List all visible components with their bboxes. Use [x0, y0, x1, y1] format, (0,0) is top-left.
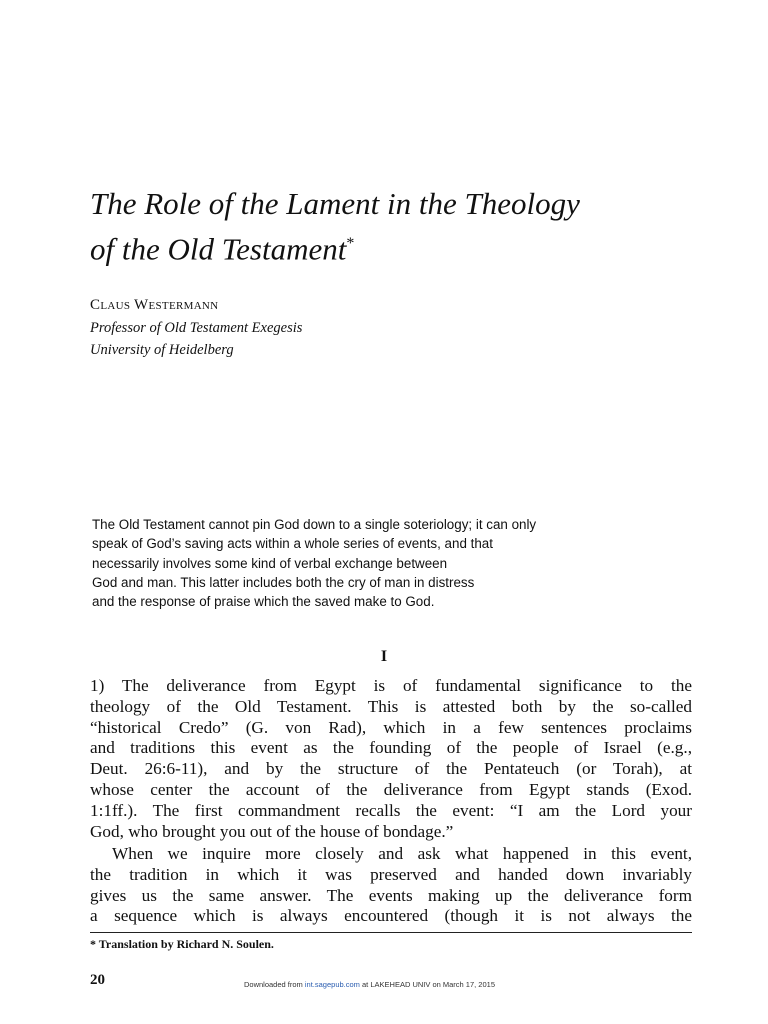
- abstract-line: necessarily involves some kind of verbal exchange between: [92, 555, 448, 571]
- download-notice: [244, 980, 495, 989]
- text-line: When we inquire more closely and ask what happened in this event,: [112, 844, 692, 863]
- download-suffix: at LAKEHEAD UNIV on March 17, 2015: [359, 980, 495, 989]
- text-line: 1:1ff.). The first commandment recalls the event: “I am the Lord your: [90, 800, 692, 820]
- text-line: theology of the Old Testament. This is attested both by the so-called: [90, 696, 692, 716]
- abstract: [92, 515, 652, 611]
- abstract-line: God and man. This latter includes both the cry of man in distress: [92, 574, 475, 590]
- text-line: and traditions this event as the founding of the people of Israel (e.g.,: [90, 738, 692, 758]
- page-number: 20: [90, 972, 105, 988]
- section-number: I: [380, 648, 388, 665]
- paragraph-1: [90, 676, 692, 842]
- author-role: Professor of Old Testament Exegesis: [90, 320, 303, 336]
- author-last-initial: W: [134, 297, 149, 313]
- text-line: whose center the account of the deliverance from Egypt stands (Exod.: [90, 779, 692, 799]
- abstract-line: The Old Testament cannot pin God down to a single soteriology; it can only: [92, 517, 537, 532]
- download-link[interactable]: int.sagepub.com: [304, 980, 360, 989]
- title-line-1: The Role of the Lament in the Theology: [90, 186, 580, 221]
- text-line: God, who brought you out of the house of bondage.”: [90, 821, 454, 841]
- text-line: Deut. 26:6-11), and by the structure of the Pentateuch (or Torah), at: [90, 759, 692, 779]
- footnote: * Translation by Richard N. Soulen.: [90, 937, 274, 951]
- text-line: “historical Credo” (G. von Rad), which in a few sentences proclaims: [90, 717, 692, 737]
- text-line: gives us the same answer. The events making up the deliverance form: [90, 885, 692, 905]
- download-prefix: Downloaded from: [244, 980, 305, 989]
- text-line: 1) The deliverance from Egypt is of fundamental significance to the: [90, 676, 692, 695]
- abstract-line: speak of God’s saving acts within a whole series of events, and that: [92, 536, 493, 552]
- title-line-2: of the Old Testament: [90, 231, 347, 267]
- author-first-initial: C: [90, 297, 101, 313]
- article-title: [90, 184, 730, 269]
- text-line: a sequence which is always encountered (though it is not always the: [90, 906, 692, 926]
- paragraph-2: [90, 844, 692, 927]
- author-affiliation: University of Heidelberg: [90, 342, 234, 358]
- title-footnote-marker: *: [346, 235, 355, 252]
- author-name: [90, 297, 218, 314]
- author-last-rest: estermann: [148, 297, 219, 313]
- abstract-line: and the response of praise which the saved make to God.: [92, 594, 435, 610]
- author-first-rest: laus: [100, 297, 131, 313]
- text-line: the tradition in which it was preserved and handed down invariably: [90, 864, 692, 884]
- footnote-divider: [90, 932, 692, 933]
